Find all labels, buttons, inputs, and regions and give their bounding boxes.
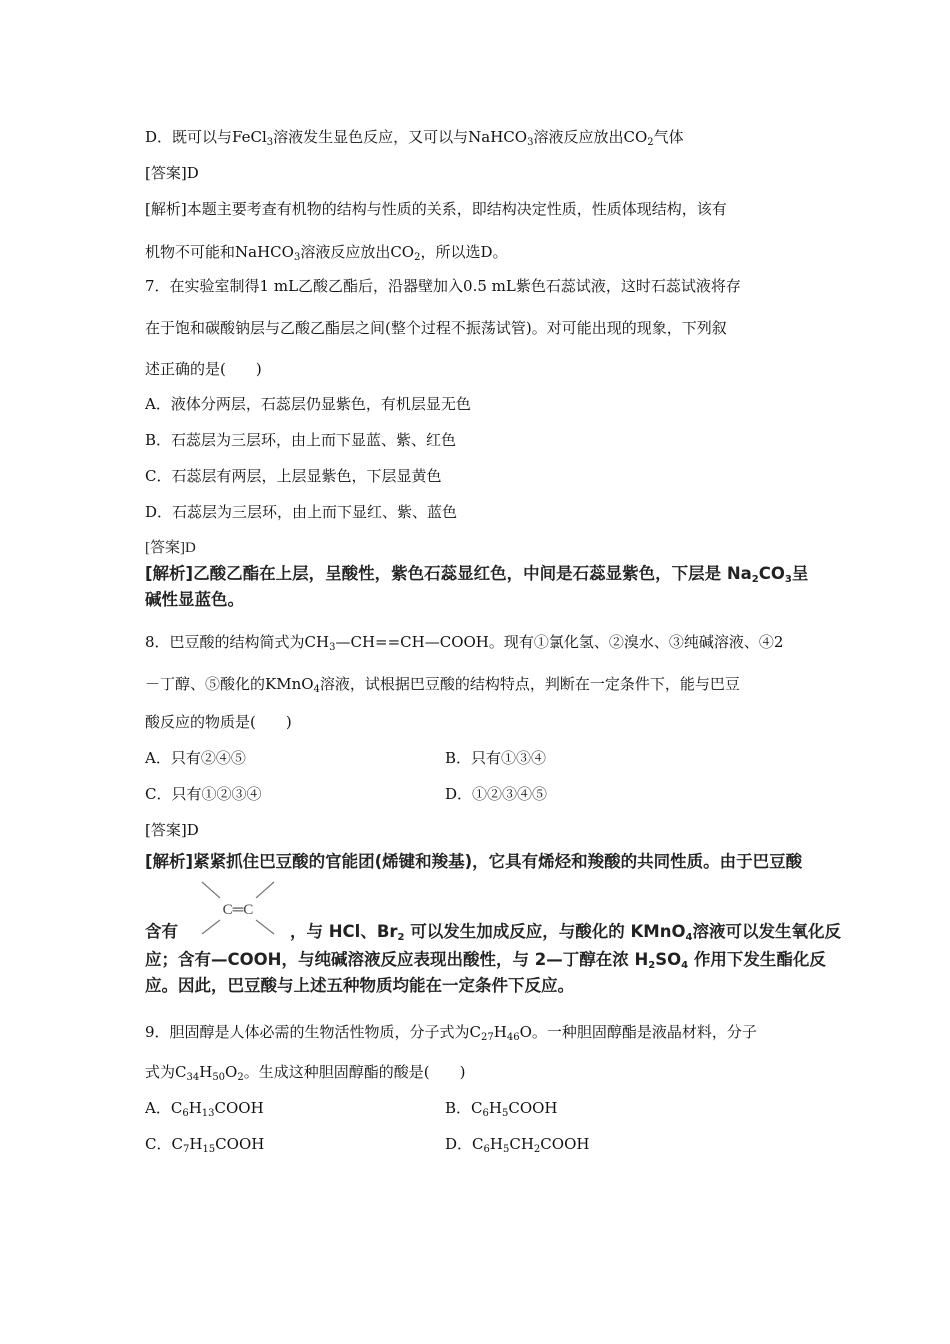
q7-option-c: C．石蕊层有两层，上层显紫色，下层显黄色 xyxy=(145,467,442,485)
q9-option-b: B．$C_6H_5COOH$ xyxy=(445,1099,558,1119)
q7-stem-line-1: 7．在实验室制得1 mL乙酸乙酯后，沿器壁加入0.5 mL紫色石蕊试液，这时石蕊试液将存 xyxy=(145,277,741,295)
q8-option-a: A．只有②④⑤ xyxy=(145,749,246,767)
q6-analysis-line-2: 机物不可能和NaHCO$_3$溶液反应放出$CO_2$，所以选D。 xyxy=(145,243,508,263)
q7-stem-line-3: 述正确的是( ) xyxy=(145,360,262,378)
q7-answer: [答案]D xyxy=(145,540,196,556)
q6-option-d: D．既可以与FeCl$_3$溶液发生显色反应，又可以与NaHCO$_3$溶液反应放出$CO_2$气体 xyxy=(145,128,684,148)
q7-option-a: A．液体分两层，石蕊层仍显紫色，有机层显无色 xyxy=(145,395,471,413)
q8-stem-line-2: －丁醇、⑤酸化的KMnO$_4$溶液，试根据巴豆酸的结构特点，判断在一定条件下，能与巴豆 xyxy=(145,675,740,695)
q7-option-b: B．石蕊层为三层环，由上而下显蓝、紫、红色 xyxy=(145,431,457,449)
q8-stem-line-3: 酸反应的物质是( ) xyxy=(145,713,292,731)
q6-analysis-line-1: [解析]本题主要考查有机物的结构与性质的关系，即结构决定性质，性质体现结构，该有 xyxy=(145,200,727,218)
q8-option-d: D．①②③④⑤ xyxy=(445,785,548,803)
q8-option-c: C．只有①②③④ xyxy=(145,785,262,803)
q9-option-a: A．$C_6H_{13}COOH$ xyxy=(145,1099,264,1119)
q8-analysis-line-2: ，与 HCl、$Br_2$ 可以发生加成反应，与酸化的 KMnO$_4$溶液可以发生氧化反 xyxy=(290,922,841,943)
q8-analysis-line-1: [解析]紧紧抓住巴豆酸的官能团(烯键和羧基)，它具有烯烃和羧酸的共同性质。由于巴豆酸 xyxy=(145,852,803,871)
q7-analysis-line-1: [解析]乙酸乙酯在上层，呈酸性，紫色石蕊显红色，中间是石蕊显紫色，下层是 $Na_2CO_3$呈 xyxy=(145,564,809,585)
q6-answer: [答案]D xyxy=(145,164,199,182)
q9-stem-line-1: 9．胆固醇是人体必需的生物活性物质，分子式为$C_{27}H_{46}O$。一种胆固醇酯是液晶材料，分子 xyxy=(145,1023,757,1043)
q7-analysis-line-2: 碱性显蓝色。 xyxy=(145,590,244,609)
q7-option-d: D．石蕊层为三层环，由上而下显红、紫、蓝色 xyxy=(145,503,458,521)
q8-analysis-line-3: 应；含有—COOH，与纯碱溶液反应表现出酸性，与 2—丁醇在浓 $H_2SO_4$ 作用下发生酯化反 xyxy=(145,950,826,971)
q8-analysis-line-4: 应。因此，巴豆酸与上述五种物质均能在一定条件下反应。 xyxy=(145,976,574,995)
q9-option-c: C．$C_7H_{15}COOH$ xyxy=(145,1135,265,1155)
q7-stem-line-2: 在于饱和碳酸钠层与乙酸乙酯层之间(整个过程不振荡试管)。对可能出现的现象，下列叙 xyxy=(145,319,727,337)
q8-option-b: B．只有①③④ xyxy=(445,749,547,767)
carbon-carbon-double-bond-diagram xyxy=(196,878,280,940)
q8-analysis-line-2-prefix: 含有 xyxy=(145,922,178,941)
double-bond-label: C═C xyxy=(222,902,254,918)
q8-answer: [答案]D xyxy=(145,821,199,839)
q8-stem-line-1: 8．巴豆酸的结构简式为$CH_3—CH==CH—COOH$。现有①氯化氢、②溴水、③纯碱溶液、④2 xyxy=(145,633,784,653)
q9-option-d: D．$C_6H_5CH_2COOH$ xyxy=(445,1135,590,1155)
q9-stem-line-2: 式为$C_{34}H_{50}O_2$。生成这种胆固醇酯的酸是( ) xyxy=(145,1063,466,1083)
